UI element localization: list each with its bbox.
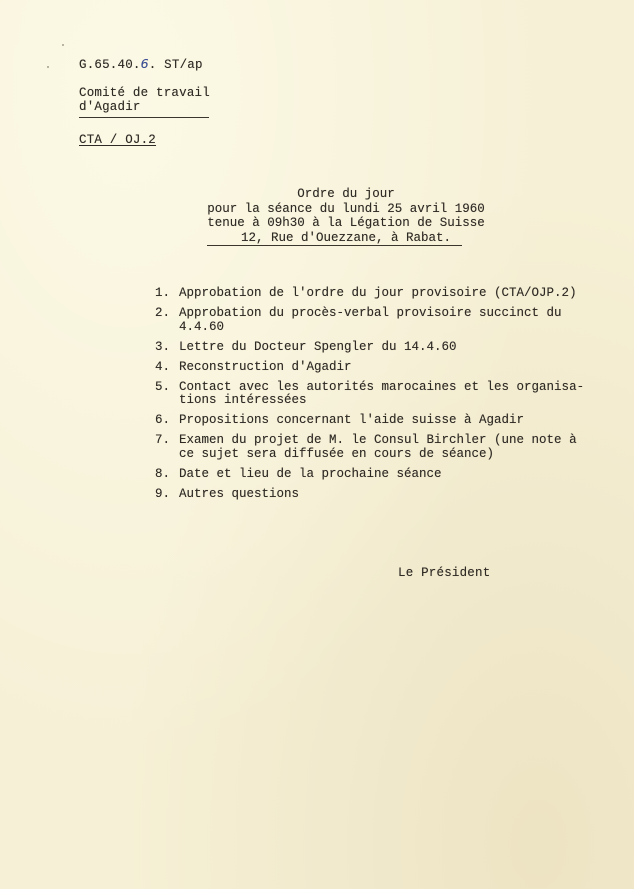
header-meeting-date: pour la séance du lundi 25 avril 1960 [207, 201, 485, 216]
header-address: 12, Rue d'Ouezzane, à Rabat. [240, 230, 452, 245]
committee-line-2: d'Agadir [79, 100, 141, 114]
agenda-item-number: 3. [155, 339, 171, 354]
agenda-item-text: Propositions concernant l'aide suisse à Agadir [179, 413, 525, 427]
agenda-item-text: Approbation du procès-verbal provisoire succinct du 4.4.60 [179, 306, 562, 334]
agenda-item [155, 488, 600, 502]
header-underline [207, 245, 462, 246]
agenda-item-number: 9. [155, 486, 171, 501]
committee-line-1: Comité de travail [79, 86, 210, 100]
agenda-item-number: 4. [155, 359, 171, 374]
agenda-item-number: 2. [155, 306, 171, 320]
agenda-item-number: 6. [155, 413, 171, 427]
agenda-item [155, 341, 600, 355]
reference-prefix: G.65.40. [79, 58, 141, 72]
paper-speck [47, 66, 49, 68]
header-meeting-place: tenue à 09h30 à la Légation de Suisse [207, 216, 485, 230]
agenda-item-text: Lettre du Docteur Spengler du 14.4.60 [179, 339, 457, 354]
agenda-item [155, 414, 600, 428]
reference-suffix: . ST/ap [148, 58, 203, 72]
agenda-list [155, 287, 600, 508]
agenda-item-number: 7. [155, 433, 171, 447]
agenda-item [155, 361, 600, 375]
document-code: CTA / OJ.2 [79, 133, 157, 147]
agenda-header [196, 187, 496, 245]
agenda-item [155, 468, 600, 482]
agenda-item-number: 1. [155, 286, 171, 300]
agenda-item-text: Autres questions [179, 486, 300, 501]
agenda-item [155, 434, 600, 461]
agenda-item-number: 5. [155, 379, 171, 394]
agenda-item [155, 381, 600, 408]
agenda-item-number: 8. [155, 466, 171, 481]
signature-president: Le Président [398, 566, 491, 580]
agenda-item-text: Approbation de l'ordre du jour provisoire (CTA/OJP.2) [179, 286, 577, 300]
document-reference [79, 57, 203, 72]
agenda-item-text: Examen du projet de M. le Consul Birchler (une note à ce sujet sera diffusée en cours de séance) [179, 433, 577, 461]
committee-name [79, 86, 210, 114]
header-title: Ordre du jour [297, 187, 395, 201]
agenda-item-text: Date et lieu de la prochaine séance [179, 466, 442, 481]
handwritten-digit: 6 [140, 56, 149, 71]
agenda-item-text: Contact avec les autorités marocaines et les organisa- tions intéressées [179, 379, 585, 407]
committee-underline [79, 117, 209, 118]
agenda-item [155, 287, 600, 301]
agenda-item-text: Reconstruction d'Agadir [179, 359, 352, 374]
agenda-item [155, 307, 600, 334]
paper-speck [62, 44, 64, 46]
